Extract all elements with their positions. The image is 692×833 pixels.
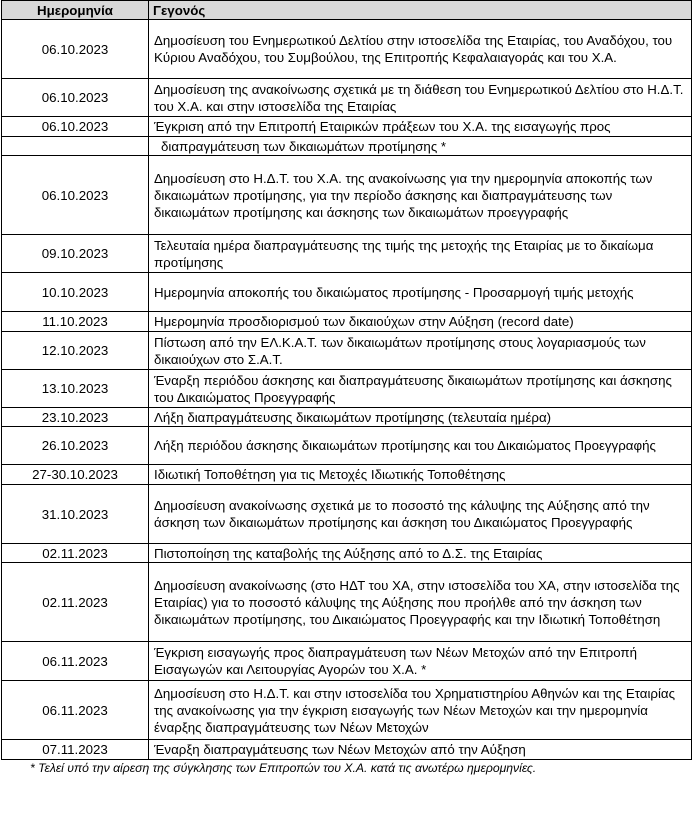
table-body [2,20,692,760]
date-column-header: Ημερομηνία [2,1,149,20]
row-event: Ημερομηνία αποκοπής του δικαιώματος προτίμησης - Προσαρμογή τιμής μετοχής [149,273,692,312]
table-row [2,427,692,465]
row-date: 26.10.2023 [2,427,149,465]
row-date: 10.10.2023 [2,273,149,312]
row-event: Έναρξη περιόδου άσκησης και διαπραγμάτευσης δικαιωμάτων προτίμησης και άσκησης του Δικαιώματος Προεγγραφής [149,370,692,408]
row-event: Δημοσίευση της ανακοίνωσης σχετικά με τη διάθεση του Ενημερωτικού Δελτίου στο Η.Δ.Τ. του Χ.Α. και στην ιστοσελίδα της Εταιρίας [149,79,692,117]
row-date: 09.10.2023 [2,235,149,273]
table-row [2,465,692,485]
row-event: Λήξη περιόδου άσκησης δικαιωμάτων προτίμησης και του Δικαιώματος Προεγγραφής [149,427,692,465]
row-event: Έναρξη διαπραγμάτευσης των Νέων Μετοχών από την Αύξηση [149,740,692,760]
table-row [2,235,692,273]
row-date: 06.10.2023 [2,156,149,235]
table-row [2,370,692,408]
row-date: 23.10.2023 [2,408,149,427]
row-event: Δημοσίευση του Ενημερωτικού Δελτίου στην ιστοσελίδα της Εταιρίας, του Αναδόχου, του Κύριου Αναδόχου, του Συμβούλου, της Επιτροπής Κεφαλαιαγοράς και του Χ.Α. [149,20,692,79]
row-date: 31.10.2023 [2,485,149,544]
row-event: Δημοσίευση ανακοίνωσης σχετικά με το ποσοστό της κάλυψης της Αύξησης από την άσκηση των δικαιωμάτων προτίμησης και άσκηση του Δικαιώματος Προεγγραφής [149,485,692,544]
row-event: Δημοσίευση ανακοίνωσης (στο ΗΔΤ του ΧΑ, στην ιστοσελίδα του ΧΑ, στην ιστοσελίδα της Εταιρίας) για το ποσοστό κάλυψης της Αύξησης που προήλθε από την άσκηση των δικαιωμάτων προτίμησης, του Δικαιώματος Προεγγραφής και την Ιδιωτική Τοποθέτηση [149,563,692,642]
footnote: * Τελεί υπό την αίρεση της σύγκλησης των Επιτροπών του Χ.Α. κατά τις ανωτέρω ημερομηνίες. [30,761,537,775]
row-event: Δημοσίευση στο Η.Δ.Τ. του Χ.Α. της ανακοίνωσης για την ημερομηνία αποκοπής των δικαιωμάτων προτίμησης, για την περίοδο άσκησης και διαπραγμάτευσης των δικαιωμάτων προτίμησης και άσκησης των δικαιωμάτων προεγγραφής [149,156,692,235]
row-event: Ιδιωτική Τοποθέτηση για τις Μετοχές Ιδιωτικής Τοποθέτησης [149,465,692,485]
table-row [2,544,692,563]
table-row [2,312,692,332]
row-event: Τελευταία ημέρα διαπραγμάτευσης της τιμής της μετοχής της Εταιρίας με το δικαίωμα προτίμησης [149,235,692,273]
table-row [2,408,692,427]
row-date: 11.10.2023 [2,312,149,332]
row-event: Έγκριση εισαγωγής προς διαπραγμάτευση των Νέων Μετοχών από την Επιτροπή Εισαγωγών και Λειτουργίας Αγορών του Χ.Α. * [149,642,692,681]
row-date: 06.10.2023 [2,117,149,137]
table-row [2,485,692,544]
row-date [2,137,149,156]
table-row [2,20,692,79]
row-event: Έγκριση από την Επιτροπή Εταιρικών πράξεων του Χ.Α. της εισαγωγής προς [149,117,692,137]
row-date: 06.10.2023 [2,20,149,79]
table-row [2,117,692,137]
table-row [2,273,692,312]
table-row [2,740,692,760]
table-header-row [2,1,692,20]
row-date: 07.11.2023 [2,740,149,760]
event-column-header: Γεγονός [149,1,692,20]
table-row [2,642,692,681]
table-row [2,681,692,740]
row-date: 06.11.2023 [2,642,149,681]
row-event: Πίστωση από την ΕΛ.Κ.Α.Τ. των δικαιωμάτων προτίμησης στους λογαριασμούς των δικαιούχων στο Σ.Α.Τ. [149,332,692,370]
row-date: 06.10.2023 [2,79,149,117]
table-row [2,137,692,156]
row-event: Ημερομηνία προσδιορισμού των δικαιούχων στην Αύξηση (record date) [149,312,692,332]
table-row [2,156,692,235]
row-date: 06.11.2023 [2,681,149,740]
timetable [1,0,692,760]
table-row [2,332,692,370]
row-date: 27-30.10.2023 [2,465,149,485]
row-date: 02.11.2023 [2,544,149,563]
table-row [2,79,692,117]
row-date: 13.10.2023 [2,370,149,408]
table-row [2,563,692,642]
row-event: διαπραγμάτευση των δικαιωμάτων προτίμησης * [149,137,692,156]
row-event: Πιστοποίηση της καταβολής της Αύξησης από το Δ.Σ. της Εταιρίας [149,544,692,563]
row-event: Δημοσίευση στο Η.Δ.Τ. και στην ιστοσελίδα του Χρηματιστηρίου Αθηνών και της Εταιρίας της ανακοίνωσης για την έγκριση εισαγωγής των Νέων Μετοχών και την ημερομηνία έναρξης διαπραγμάτευσης των Νέων Μετοχών [149,681,692,740]
row-event: Λήξη διαπραγμάτευσης δικαιωμάτων προτίμησης (τελευταία ημέρα) [149,408,692,427]
row-date: 12.10.2023 [2,332,149,370]
row-date: 02.11.2023 [2,563,149,642]
